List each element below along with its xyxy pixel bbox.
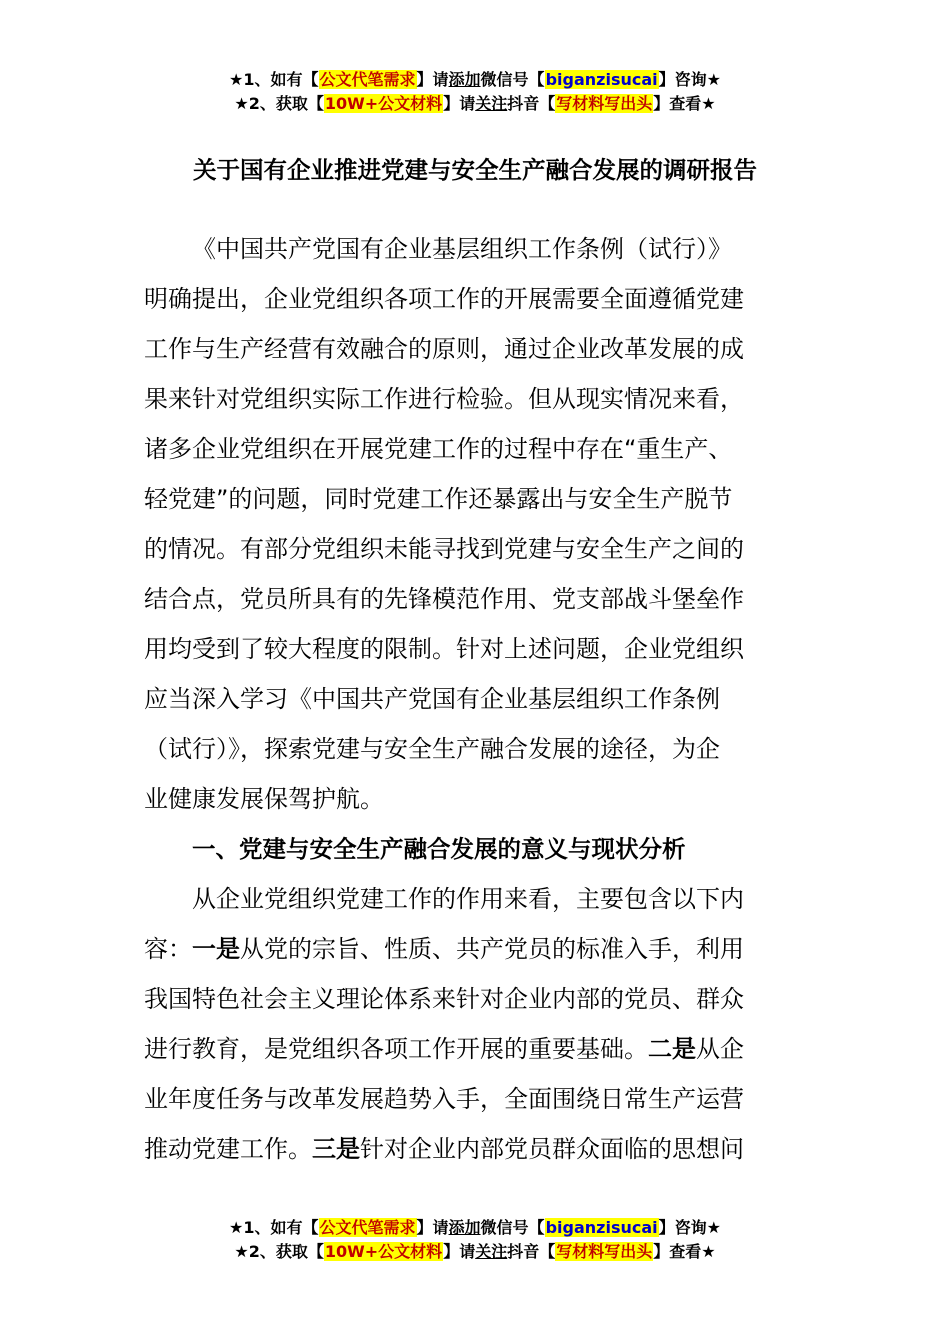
bold-marker: 三是 — [312, 1135, 360, 1163]
text-line: （试行）》，探索党建与安全生产融合发展的途径，为企 — [144, 735, 720, 763]
text-line: 进行教育，是党组织各项工作开展的重要基础。二是从企 — [144, 1035, 744, 1063]
text-line: 从企业党组织党建工作的作用来看，主要包含以下内 — [192, 885, 744, 913]
star-icon: ★ — [234, 94, 249, 113]
highlight-materials: 10W+公文材料 — [324, 94, 443, 113]
text-line: 容：一是从党的宗旨、性质、共产党员的标准入手，利用 — [144, 935, 744, 963]
text-line: 果来针对党组织实际工作进行检验。但从现实情况来看， — [144, 385, 744, 413]
highlight-materials: 10W+公文材料 — [324, 1242, 443, 1261]
document-body — [144, 224, 806, 1174]
text-line: 的情况。有部分党组织未能寻找到党建与安全生产之间的 — [144, 535, 744, 563]
highlight-wechat-id: biganzisucai — [545, 70, 658, 89]
text-line: 应当深入学习《中国共产党国有企业基层组织工作条例 — [144, 685, 720, 713]
text-line: 诸多企业党组织在开展党建工作的过程中存在“重生产、 — [144, 435, 733, 463]
text-line: 工作与生产经营有效融合的原则，通过企业改革发展的成 — [144, 335, 744, 363]
text-line: 轻党建”的问题，同时党建工作还暴露出与安全生产脱节 — [144, 485, 733, 513]
text-line: 结合点，党员所具有的先锋模范作用、党支部战斗堡垒作 — [144, 585, 744, 613]
highlight-douyin: 写材料写出头 — [556, 94, 653, 113]
text-line: 我国特色社会主义理论体系来针对企业内部的党员、群众 — [144, 985, 744, 1013]
document-title: 关于国有企业推进党建与安全生产融合发展的调研报告 — [193, 156, 757, 184]
bold-marker: 二是 — [648, 1035, 696, 1063]
banner-line-1: ★1、如有【公文代笔需求】请添加微信号【biganzisucai】咨询★ — [229, 1218, 721, 1237]
star-icon: ★ — [234, 1242, 249, 1261]
bottom-banner — [0, 1216, 950, 1264]
highlight-service: 公文代笔需求 — [319, 1218, 416, 1237]
star-icon: ★ — [229, 70, 244, 89]
highlight-wechat-id: biganzisucai — [545, 1218, 658, 1237]
star-icon: ★ — [229, 1218, 244, 1237]
text-line: 业年度任务与改革发展趋势入手，全面围绕日常生产运营 — [144, 1085, 744, 1113]
banner-line-1: ★1、如有【公文代笔需求】请添加微信号【biganzisucai】咨询★ — [229, 70, 721, 89]
highlight-service: 公文代笔需求 — [319, 70, 416, 89]
text-line: 业健康发展保驾护航。 — [144, 785, 384, 813]
banner-line-2: ★2、获取【10W+公文材料】请关注抖音【写材料写出头】查看★ — [234, 94, 716, 113]
text-line: 用均受到了较大程度的限制。针对上述问题，企业党组织 — [144, 635, 744, 663]
top-banner — [0, 68, 950, 116]
highlight-douyin: 写材料写出头 — [556, 1242, 653, 1261]
section-heading: 一、党建与安全生产融合发展的意义与现状分析 — [192, 835, 686, 863]
text-line: 明确提出，企业党组织各项工作的开展需要全面遵循党建 — [144, 285, 744, 313]
text-line: 《中国共产党国有企业基层组织工作条例（试行）》 — [192, 235, 732, 263]
banner-line-2: ★2、获取【10W+公文材料】请关注抖音【写材料写出头】查看★ — [234, 1242, 716, 1261]
bold-marker: 一是 — [192, 935, 240, 963]
text-line: 推动党建工作。三是针对企业内部党员群众面临的思想问 — [144, 1135, 744, 1163]
